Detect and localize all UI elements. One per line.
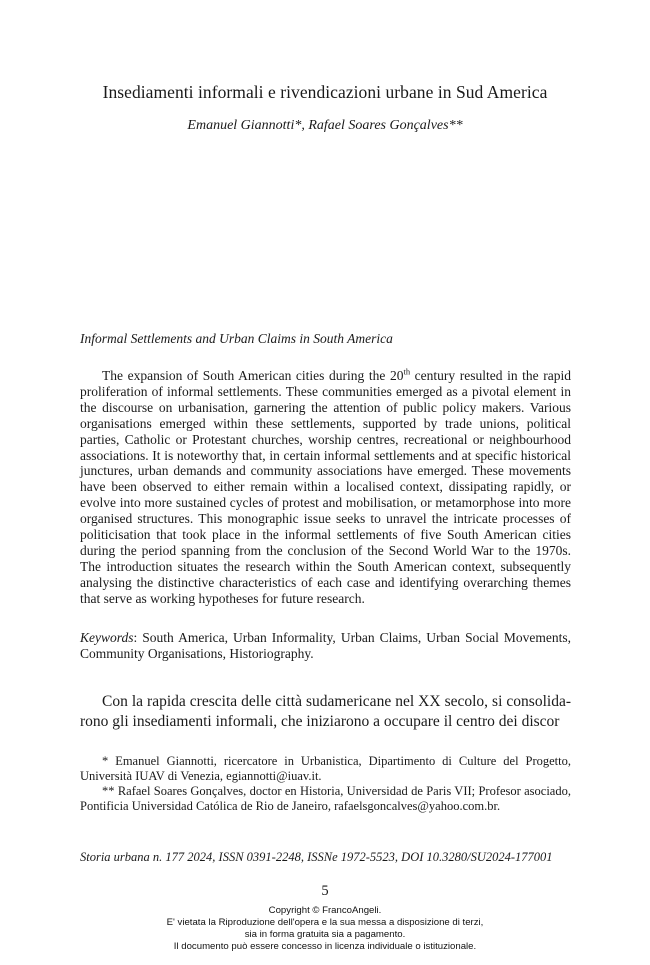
abstract-paragraph: [80, 368, 571, 607]
copyright-line: E' vietata la Riproduzione dell'opera e la sua messa a disposizione di terzi,: [166, 917, 484, 928]
keywords-paragraph: [80, 630, 571, 662]
footnote-first-author: * Emanuel Giannotti, ricercatore in Urbanistica, Dipartimento di Culture del Progetto, Università IUAV di Venezia, egiannotti@iuav.it.: [80, 754, 571, 783]
body-opening-paragraph: Con la rapida crescita delle città sudamericane nel XX secolo, si consolidarono gli insediamenti informali, che iniziarono a occupare il centro dei discor: [80, 693, 571, 730]
footnote-second-author: ** Rafael Soares Gonçalves, doctor en Historia, Universidad de Paris VII; Profesor asociado, Pontificia Universidad Católica de Rio de Janeiro, rafaelsgoncalves@yahoo.com.br.: [80, 784, 571, 813]
abstract-text-part2: century resulted in the rapid proliferation of informal settlements. These communities emerged as a pivotal element in the discourse on urbanisation, garnering the attention of public policy makers. Various organisations emerged within these settlements, supported by trade unions, political parties, Catholic or Protestant churches, worship centres, recreational or neighbourhood associations. It is noteworthy that, in certain informal settlements and at specific historical junctures, urban demands and community associations have emerged. These movements have been observed to either remain within a localised context, dissipating rapidly, or evolve into more sustained cycles of protest and mobilisation, or metamorphose into more organised structures. This monographic issue seeks to unravel the intricate processes of politicisation that took place in the informal settlements of five South American cities during the period spanning from the conclusion of the Second World War to the 1970s. The introduction situates the research within the South American context, subsequently analysing the distinctive characteristics of each case and identifying overarching themes that serve as working hypotheses for future research.: [80, 368, 571, 606]
ordinal-suffix: th: [403, 366, 411, 377]
abstract-text-part1: The expansion of South American cities during the 20: [102, 368, 404, 383]
keywords-list: : South America, Urban Informality, Urban Claims, Urban Social Movements, Community Organisations, Historiography.: [80, 630, 571, 661]
page-number: 5: [321, 883, 329, 899]
abstract-english-title: Informal Settlements and Urban Claims in South America: [80, 331, 393, 346]
journal-citation: Storia urbana n. 177 2024, ISSN 0391-2248, ISSNe 1972-5523, DOI 10.3280/SU2024-177001: [80, 850, 553, 864]
footnotes: [80, 754, 571, 814]
article-authors: Emanuel Giannotti*, Rafael Soares Gonçalves**: [187, 118, 463, 133]
copyright-line: Copyright © FrancoAngeli.: [268, 905, 382, 916]
copyright-line: Il documento può essere concesso in licenza individuale o istituzionale.: [173, 941, 477, 952]
keywords-label: Keywords: [80, 630, 134, 645]
article-title: Insediamenti informali e rivendicazioni urbane in Sud America: [102, 82, 548, 102]
copyright-line: sia in forma gratuita sia a pagamento.: [244, 929, 406, 940]
copyright-notice: [0, 905, 650, 953]
